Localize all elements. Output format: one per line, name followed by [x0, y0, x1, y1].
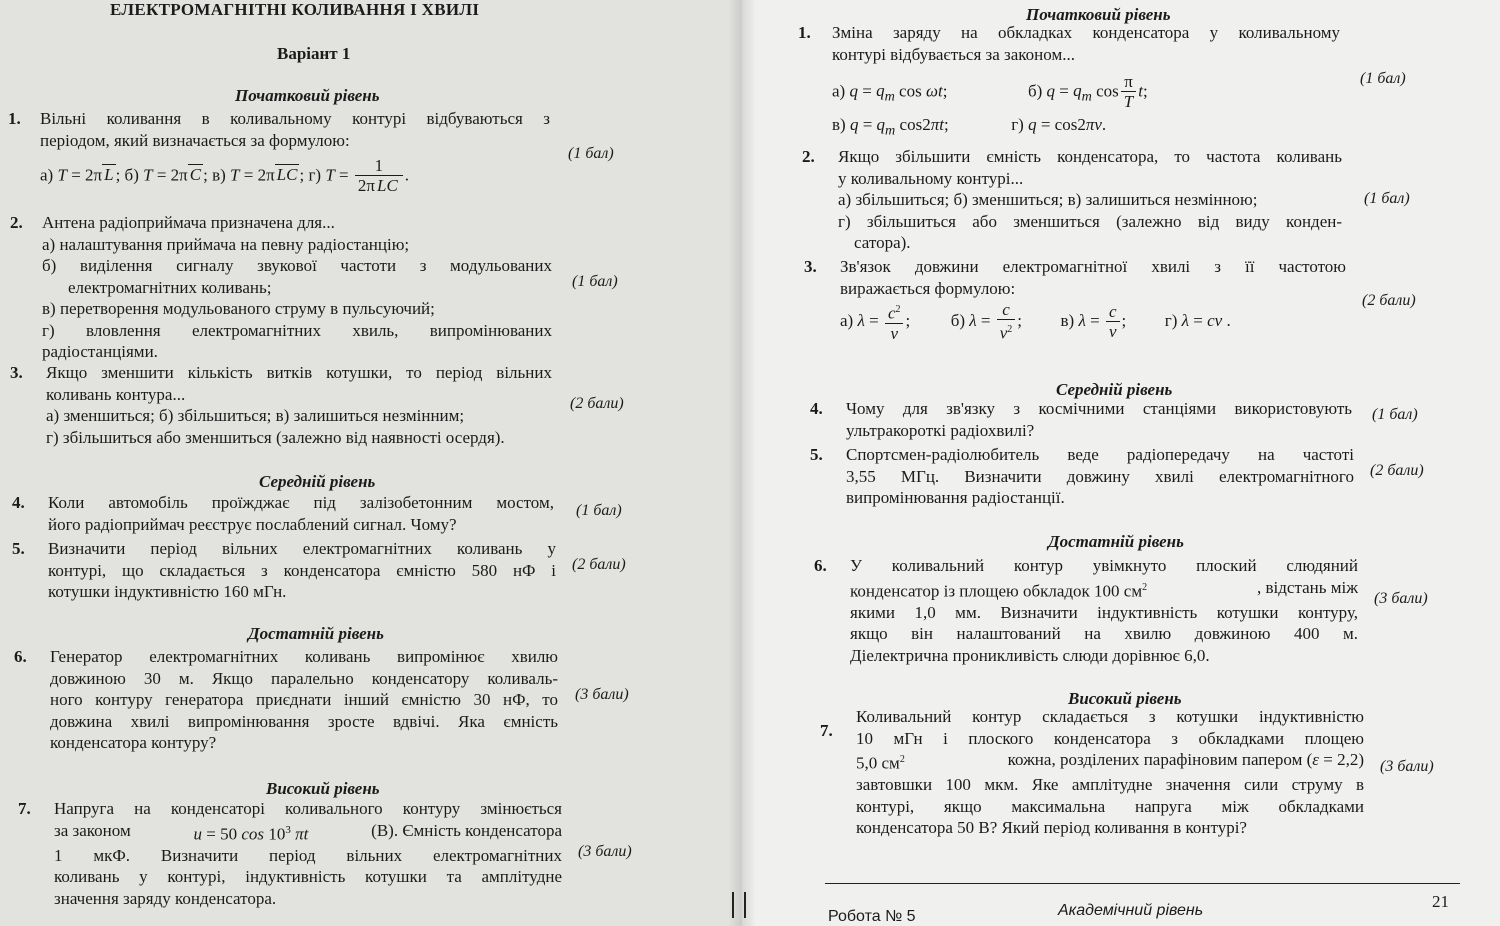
question-3-right: 3. Зв'язок довжини електромагнітної хвилі з її частотою виражається формулою: а) λ = $\frac{c^2}{\nu}$ ; б) λ = $\frac{c}{\nu^2}$ ; в) λ = $\frac{c}{\nu}$ ; г) λ = cν . — [804, 257, 1346, 343]
points-q7-left: (3 бали) — [578, 843, 632, 860]
footer-work-number: Робота № 5 — [828, 908, 916, 925]
wavelength-formula-options: а) λ = $\frac{c^2}{\nu}$ ; б) λ = $\frac{c}{\nu^2}$ ; в) λ = $\frac{c}{\nu}$ ; г) λ = cν . — [840, 300, 1231, 343]
question-1-left: 1. Вільні коливання в коливальному контурі відбуваються з періодом, який визначається за формулою: а) T = 2π L ; б) T = 2π C ; в) T = 2π LC ; г) T = $\frac{1}{\text{2π LC}}$ . — [8, 109, 550, 195]
points-q5-right: (2 бали) — [1370, 462, 1424, 479]
level-initial-left: Початковий рівень — [235, 86, 380, 105]
points-q5-left: (2 бали) — [572, 556, 626, 573]
level-initial-right: Початковий рівень — [1026, 5, 1171, 24]
points-q1-left: (1 бал) — [568, 145, 614, 162]
points-q2-right: (1 бал) — [1364, 190, 1410, 207]
question-4-right: 4. Чому для зв'язку з космічними станціями використовують ультракороткі радіохвилі? — [810, 399, 1352, 440]
variant-title: Варіант 1 — [277, 44, 351, 63]
question-1-right: 1. Зміна заряду на обкладках конденсатора у коливальному контурі відбувається за законом... а) $q = q_m$ cos ωt; б) $q = q_m$ cos $\frac{\pi}{T}$ t; в) $q = q_m$ cos2πt; г) q = cos2πν. — [832, 22, 1340, 142]
question-2-left: 2. Антена радіоприймача призначена для... а) налаштування приймача на певну радіостанцію; б) виділення сигналу звукової частоти з модульованих електромагнітних коливань; в) перетворення модульованого струму в пульсуючий; г) вловлення електромагнітних хвиль, випромінюваних радіостанціями. — [10, 213, 552, 361]
points-q6-right: (3 бали) — [1374, 590, 1428, 607]
level-mid-left: Середній рівень — [259, 472, 376, 491]
gutter-mark — [732, 892, 746, 918]
level-high-right: Високий рівень — [1068, 689, 1182, 708]
question-5-right: 5. Спортсмен-радіолюбитель веде радіопередачу на частоті 3,55 МГц. Визначити довжину хвилі електромагнітного випромінювання радіостанції. — [810, 445, 1354, 507]
question-3-left: 3. Якщо зменшити кількість витків котушки, то період вільних коливань контура... а) зменшиться; б) збільшиться; в) залишиться незмінним; г) збільшиться або зменшиться (залежно від наявності осердя). — [10, 363, 552, 447]
level-high-left: Високий рівень — [266, 779, 380, 798]
question-4-left: 4. Коли автомобіль проїжджає під залізобетонним мостом, його радіоприймач реєструє послаблений сигнал. Чому? — [12, 493, 554, 534]
book-gutter — [728, 0, 756, 926]
points-q4-right: (1 бал) — [1372, 406, 1418, 423]
question-6-left: 6. Генератор електромагнітних коливань випромінює хвилю довжиною 30 м. Якщо паралельно конденсатору коливаль- ного контуру генератора приєднати інший ємністю 30 нФ, то довжина хвилі випромінювання зросте вдвічі. Яка ємність конденсатора контуру? — [14, 647, 558, 752]
question-5-left: 5. Визначити період вільних електромагнітних коливань у контурі, що складається з конденсатора ємністю 580 нФ і котушки індуктивністю 160 мГн. — [12, 539, 556, 601]
period-formula-options: а) T = 2π L ; б) T = 2π C ; в) T = 2π LC ; г) T = $\frac{1}{\text{2π LC}}$ . — [40, 156, 410, 195]
points-q7-right: (3 бали) — [1380, 758, 1434, 775]
points-q1-right: (1 бал) — [1360, 70, 1406, 87]
charge-law-options-row2: в) $q = q_m$ cos2πt; г) q = cos2πν. — [832, 115, 1107, 139]
level-suff-left: Достатній рівень — [248, 624, 384, 643]
points-q4-left: (1 бал) — [576, 502, 622, 519]
page-number: 21 — [1432, 892, 1449, 911]
question-7-right: 7. Коливальний контур складається з котушки індуктивністю 10 мГн і плоского конденсатора з обкладками площею 5,0 $см^2$ кожна, розділених парафіновим папером (ε = 2,2) завтовшки 100 мкм. Яке амплітудне значення сили струму в контурі, якщо максимальна напруга між обкладками конденсатора 50 В? Який період коливання в контурі? — [820, 707, 1364, 838]
charge-law-options-row1: а) $q = q_m$ cos ωt; б) $q = q_m$ cos $\frac{\pi}{T}$ t; — [832, 72, 1148, 111]
points-q2-left: (1 бал) — [572, 273, 618, 290]
level-suff-right: Достатній рівень — [1048, 532, 1184, 551]
points-q3-right: (2 бали) — [1362, 292, 1416, 309]
points-q3-left: (2 бали) — [570, 395, 624, 412]
question-2-right: 2. Якщо збільшити ємність конденсатора, то частота коливань у коливальному контурі... а) збільшиться; б) зменшиться; в) залишиться незмінною; г) збільшиться або зменшиться (залежно від виду конден- сатора). — [802, 147, 1342, 252]
question-6-right: 6. У коливальний контур увімкнуто плоский слюдяний конденсатор із площею обкладок 100 $см^2$ , відстань між якими 1,0 мм. Визначити індуктивність котушки контуру, якщо він налаштований на хвилю довжиною 400 м. Діелектрична проникливість слюди дорівнює 6,0. — [814, 556, 1358, 665]
question-7-left: 7. Напруга на конденсаторі коливального контуру змінюється за законом u = 50 $\cos 10^3$ πt (В). Ємність конденсатора 1 мкФ. Визначити період вільних електромагнітних коливань у контурі, індуктивність котушки та амплітудне значення заряду конденсатора. — [18, 799, 562, 908]
question-number: 1. — [8, 109, 21, 128]
level-mid-right: Середній рівень — [1056, 380, 1173, 399]
chapter-title: ЕЛЕКТРОМАГНІТНІ КОЛИВАННЯ І ХВИЛІ — [110, 0, 480, 19]
footer-level: Академічний рівень — [1058, 902, 1204, 919]
footer-rule — [825, 883, 1460, 884]
points-q6-left: (3 бали) — [575, 686, 629, 703]
